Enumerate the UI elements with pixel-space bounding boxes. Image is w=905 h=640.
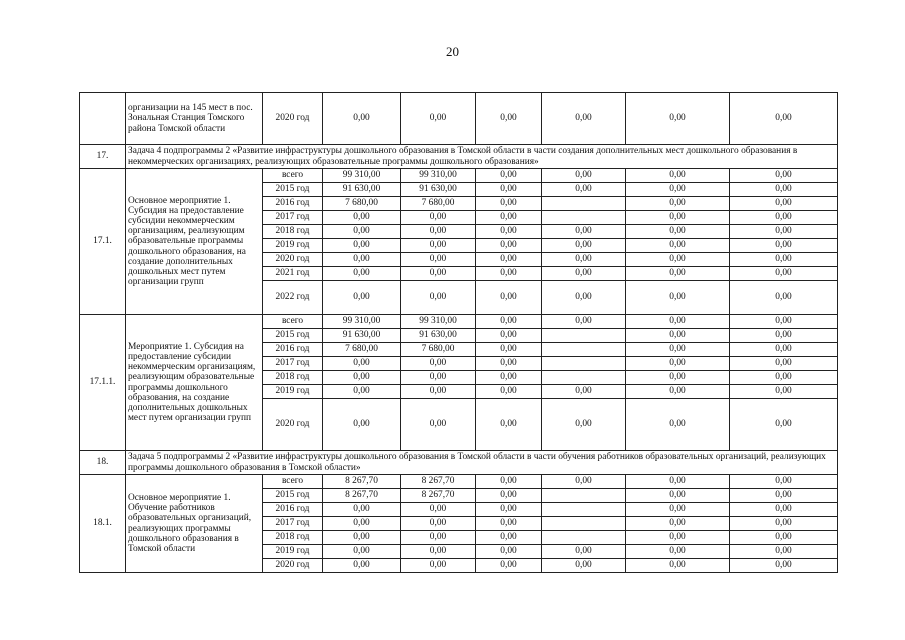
value-cell: 0,00 — [542, 267, 626, 281]
table-row — [80, 169, 838, 183]
value-cell: 0,00 — [476, 169, 542, 183]
task-text: Задача 4 подпрограммы 2 «Развитие инфраструктуры дошкольного образования в Томской области в части создания дополнительных мест дошкольного образования в некоммерческих организациях, реализующих образовательные программы дошкольного образования» — [126, 145, 838, 169]
value-cell: 0,00 — [730, 371, 838, 385]
value-cell: 7 680,00 — [401, 197, 476, 211]
value-cell: 0,00 — [730, 197, 838, 211]
value-cell: 0,00 — [323, 253, 401, 267]
table-row — [80, 315, 838, 329]
value-cell: 0,00 — [730, 475, 838, 489]
value-cell: 0,00 — [401, 225, 476, 239]
value-cell — [542, 343, 626, 357]
value-cell: 0,00 — [626, 329, 730, 343]
item-index: 18.1. — [80, 475, 126, 573]
value-cell: 0,00 — [476, 357, 542, 371]
value-cell: 0,00 — [323, 211, 401, 225]
value-cell: 0,00 — [476, 517, 542, 531]
value-cell: 0,00 — [626, 239, 730, 253]
value-cell: 0,00 — [401, 211, 476, 225]
value-cell: 0,00 — [730, 211, 838, 225]
value-cell: 7 680,00 — [401, 343, 476, 357]
event-name: Мероприятие 1. Субсидия на предоставление субсидии некоммерческим организациям, реализующим образовательные программы дошкольного образования, на создание дополнительных дошкольных мест путем организации групп — [126, 315, 263, 451]
year-cell: 2020 год — [263, 253, 323, 267]
value-cell: 0,00 — [626, 267, 730, 281]
value-cell: 0,00 — [730, 183, 838, 197]
value-cell: 0,00 — [730, 545, 838, 559]
value-cell: 0,00 — [626, 371, 730, 385]
value-cell: 0,00 — [626, 545, 730, 559]
value-cell: 0,00 — [401, 239, 476, 253]
value-cell: 0,00 — [401, 93, 476, 145]
value-cell: 0,00 — [323, 385, 401, 399]
year-cell: 2015 год — [263, 183, 323, 197]
year-cell: всего — [263, 475, 323, 489]
group-item17_1_1 — [80, 315, 838, 451]
value-cell: 8 267,70 — [323, 489, 401, 503]
value-cell: 0,00 — [626, 385, 730, 399]
value-cell: 0,00 — [730, 343, 838, 357]
value-cell: 0,00 — [626, 281, 730, 315]
value-cell: 0,00 — [730, 239, 838, 253]
value-cell: 91 630,00 — [401, 183, 476, 197]
value-cell: 99 310,00 — [323, 169, 401, 183]
value-cell: 0,00 — [626, 93, 730, 145]
value-cell — [542, 489, 626, 503]
value-cell: 0,00 — [542, 225, 626, 239]
value-cell: 7 680,00 — [323, 343, 401, 357]
index-cell — [80, 93, 126, 145]
year-cell: 2022 год — [263, 281, 323, 315]
value-cell: 0,00 — [730, 315, 838, 329]
value-cell: 99 310,00 — [401, 315, 476, 329]
value-cell: 0,00 — [730, 357, 838, 371]
value-cell: 0,00 — [476, 531, 542, 545]
value-cell: 0,00 — [730, 281, 838, 315]
value-cell: 8 267,70 — [401, 489, 476, 503]
value-cell — [542, 503, 626, 517]
value-cell: 0,00 — [476, 475, 542, 489]
year-cell: 2015 год — [263, 489, 323, 503]
value-cell: 0,00 — [542, 93, 626, 145]
task-index: 18. — [80, 451, 126, 475]
value-cell: 0,00 — [323, 371, 401, 385]
value-cell: 91 630,00 — [323, 329, 401, 343]
value-cell: 0,00 — [730, 329, 838, 343]
value-cell: 0,00 — [476, 93, 542, 145]
value-cell: 0,00 — [323, 399, 401, 451]
year-cell: 2016 год — [263, 503, 323, 517]
value-cell: 0,00 — [476, 343, 542, 357]
value-cell: 0,00 — [476, 385, 542, 399]
year-cell: 2016 год — [263, 197, 323, 211]
value-cell — [542, 211, 626, 225]
year-cell: 2019 год — [263, 239, 323, 253]
value-cell: 0,00 — [542, 253, 626, 267]
value-cell: 0,00 — [626, 183, 730, 197]
task-index: 17. — [80, 145, 126, 169]
value-cell — [542, 357, 626, 371]
value-cell: 0,00 — [476, 267, 542, 281]
value-cell: 0,00 — [323, 225, 401, 239]
value-cell: 0,00 — [542, 239, 626, 253]
value-cell: 0,00 — [542, 399, 626, 451]
value-cell: 0,00 — [730, 225, 838, 239]
value-cell: 0,00 — [323, 531, 401, 545]
task-task18 — [80, 451, 838, 475]
year-cell: 2020 год — [263, 399, 323, 451]
value-cell: 0,00 — [323, 503, 401, 517]
value-cell: 0,00 — [476, 545, 542, 559]
item-index: 17.1. — [80, 169, 126, 315]
value-cell: 0,00 — [730, 503, 838, 517]
value-cell: 0,00 — [626, 489, 730, 503]
value-cell: 0,00 — [401, 281, 476, 315]
value-cell: 0,00 — [401, 267, 476, 281]
budget-table — [79, 92, 838, 573]
value-cell: 91 630,00 — [323, 183, 401, 197]
task-text: Задача 5 подпрограммы 2 «Развитие инфраструктуры дошкольного образования в Томской области в части обучения работников образовательных организаций, реализующих программы дошкольного образования в Томской области» — [126, 451, 838, 475]
value-cell: 0,00 — [730, 531, 838, 545]
year-cell: всего — [263, 315, 323, 329]
event-name: Основное мероприятие 1. Обучение работников образовательных организаций, реализующих программы дошкольного образования в Томской области — [126, 475, 263, 573]
value-cell: 0,00 — [476, 371, 542, 385]
value-cell: 0,00 — [323, 545, 401, 559]
year-cell: 2018 год — [263, 225, 323, 239]
continued-row — [80, 93, 838, 145]
value-cell: 0,00 — [626, 559, 730, 573]
value-cell: 0,00 — [401, 357, 476, 371]
value-cell: 0,00 — [323, 559, 401, 573]
value-cell: 0,00 — [626, 315, 730, 329]
value-cell: 0,00 — [626, 503, 730, 517]
year-cell: 2017 год — [263, 517, 323, 531]
value-cell: 0,00 — [401, 531, 476, 545]
value-cell: 0,00 — [476, 239, 542, 253]
value-cell: 0,00 — [323, 267, 401, 281]
value-cell: 0,00 — [730, 169, 838, 183]
value-cell: 0,00 — [476, 183, 542, 197]
value-cell: 0,00 — [323, 281, 401, 315]
value-cell: 0,00 — [730, 517, 838, 531]
value-cell: 0,00 — [626, 531, 730, 545]
value-cell: 0,00 — [476, 253, 542, 267]
task-row — [80, 451, 838, 475]
year-cell: 2020 год — [263, 559, 323, 573]
value-cell: 0,00 — [542, 559, 626, 573]
year-cell: 2017 год — [263, 357, 323, 371]
value-cell: 0,00 — [542, 315, 626, 329]
value-cell: 0,00 — [401, 371, 476, 385]
value-cell: 0,00 — [730, 385, 838, 399]
value-cell: 0,00 — [730, 399, 838, 451]
value-cell: 0,00 — [626, 357, 730, 371]
value-cell: 0,00 — [730, 253, 838, 267]
value-cell: 0,00 — [476, 281, 542, 315]
year-cell: 2020 год — [263, 93, 323, 145]
group-item17_1 — [80, 169, 838, 315]
value-cell: 0,00 — [323, 517, 401, 531]
value-cell: 0,00 — [626, 399, 730, 451]
value-cell — [542, 371, 626, 385]
value-cell: 0,00 — [626, 343, 730, 357]
value-cell: 0,00 — [542, 545, 626, 559]
value-cell: 0,00 — [476, 329, 542, 343]
value-cell: 0,00 — [401, 385, 476, 399]
value-cell: 99 310,00 — [323, 315, 401, 329]
year-cell: 2015 год — [263, 329, 323, 343]
value-cell: 0,00 — [730, 267, 838, 281]
value-cell: 0,00 — [476, 399, 542, 451]
value-cell: 0,00 — [476, 489, 542, 503]
year-cell: 2019 год — [263, 545, 323, 559]
value-cell — [542, 329, 626, 343]
year-cell: всего — [263, 169, 323, 183]
page-number: 20 — [446, 44, 459, 59]
value-cell: 0,00 — [730, 489, 838, 503]
value-cell: 0,00 — [542, 281, 626, 315]
value-cell: 0,00 — [401, 399, 476, 451]
value-cell: 0,00 — [626, 517, 730, 531]
value-cell: 0,00 — [626, 197, 730, 211]
value-cell: 0,00 — [542, 183, 626, 197]
value-cell — [542, 517, 626, 531]
value-cell: 0,00 — [401, 559, 476, 573]
year-cell: 2016 год — [263, 343, 323, 357]
year-cell: 2018 год — [263, 371, 323, 385]
value-cell: 0,00 — [401, 517, 476, 531]
value-cell: 0,00 — [401, 253, 476, 267]
value-cell: 0,00 — [323, 239, 401, 253]
table-body — [80, 93, 838, 169]
value-cell: 0,00 — [626, 225, 730, 239]
value-cell: 8 267,70 — [323, 475, 401, 489]
value-cell: 0,00 — [323, 357, 401, 371]
value-cell: 0,00 — [626, 253, 730, 267]
value-cell: 0,00 — [401, 503, 476, 517]
item-index: 17.1.1. — [80, 315, 126, 451]
value-cell: 8 267,70 — [401, 475, 476, 489]
year-cell: 2019 год — [263, 385, 323, 399]
value-cell: 0,00 — [476, 315, 542, 329]
value-cell: 0,00 — [542, 385, 626, 399]
year-cell: 2018 год — [263, 531, 323, 545]
value-cell — [542, 531, 626, 545]
value-cell: 0,00 — [730, 559, 838, 573]
year-cell: 2021 год — [263, 267, 323, 281]
value-cell: 99 310,00 — [401, 169, 476, 183]
value-cell: 0,00 — [626, 475, 730, 489]
value-cell: 0,00 — [542, 169, 626, 183]
value-cell — [542, 197, 626, 211]
value-cell: 0,00 — [476, 225, 542, 239]
value-cell: 0,00 — [401, 545, 476, 559]
event-name: Основное мероприятие 1. Субсидия на предоставление субсидии некоммерческим организациям, реализующим образовательные программы дошкольного образования, на создание дополнительных дошкольных мест путем организации групп — [126, 169, 263, 315]
value-cell: 0,00 — [626, 169, 730, 183]
value-cell: 91 630,00 — [401, 329, 476, 343]
table-row — [80, 475, 838, 489]
value-cell: 0,00 — [542, 475, 626, 489]
value-cell: 0,00 — [476, 503, 542, 517]
event-name: организации на 145 мест в пос. Зональная Станция Томского района Томской области — [126, 93, 263, 145]
group-item18_1 — [80, 475, 838, 573]
year-cell: 2017 год — [263, 211, 323, 225]
value-cell: 0,00 — [476, 211, 542, 225]
task-row — [80, 145, 838, 169]
value-cell: 7 680,00 — [323, 197, 401, 211]
value-cell: 0,00 — [626, 211, 730, 225]
value-cell: 0,00 — [323, 93, 401, 145]
value-cell: 0,00 — [730, 93, 838, 145]
value-cell: 0,00 — [476, 559, 542, 573]
value-cell: 0,00 — [476, 197, 542, 211]
